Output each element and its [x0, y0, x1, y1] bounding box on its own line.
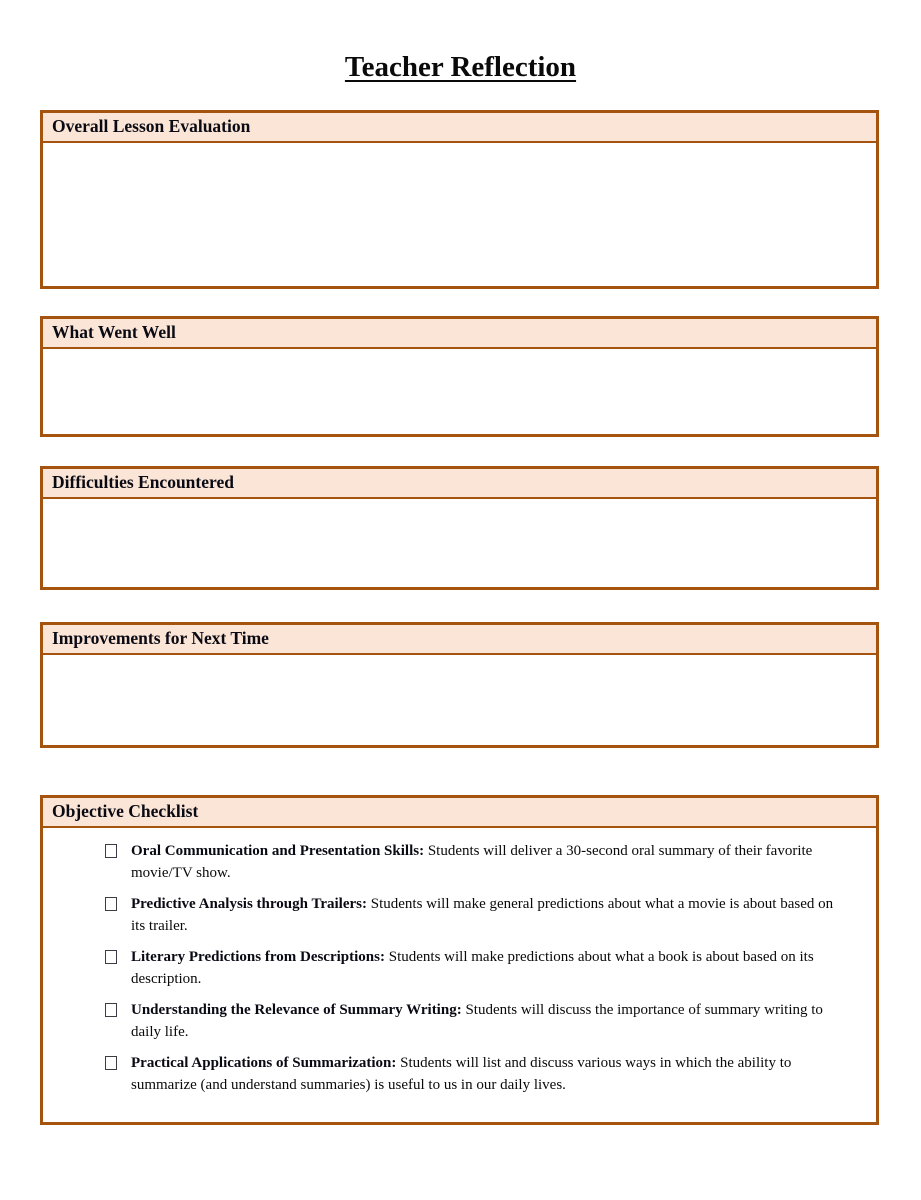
- section-header: What Went Well: [43, 319, 876, 349]
- what-went-well-writein-area[interactable]: [43, 349, 876, 434]
- section-overall-lesson-evaluation: [40, 110, 879, 289]
- checkbox-icon[interactable]: [105, 897, 117, 911]
- checklist-item-desc: Students will make general predictions about what a movie is about based on its trailer.: [131, 896, 834, 934]
- checklist-item-desc: Students will list and discuss various ways in which the ability to summarize (and understand summaries) is useful to us in our daily lives.: [131, 1055, 792, 1093]
- checkbox-icon[interactable]: [105, 950, 117, 964]
- difficulties-encountered-writein-area[interactable]: [43, 499, 876, 587]
- checkbox-icon[interactable]: [105, 844, 117, 858]
- section-header: Overall Lesson Evaluation: [43, 113, 876, 143]
- section-difficulties-encountered: [40, 466, 879, 590]
- checklist-item-desc: Students will deliver a 30-second oral summary of their favorite movie/TV show.: [131, 843, 813, 881]
- checkbox-icon[interactable]: [105, 1056, 117, 1070]
- checklist-item-text: [131, 946, 846, 990]
- checklist-item: [105, 946, 846, 990]
- section-improvements-for-next-time: [40, 622, 879, 748]
- section-header: Improvements for Next Time: [43, 625, 876, 655]
- checklist-item: [105, 999, 846, 1043]
- overall-lesson-evaluation-writein-area[interactable]: [43, 143, 876, 286]
- checklist-item-label: Predictive Analysis through Trailers:: [131, 896, 367, 912]
- objective-checklist-body: [43, 828, 876, 1122]
- section-objective-checklist: [40, 795, 879, 1125]
- improvements-writein-area[interactable]: [43, 655, 876, 745]
- checklist-item-text: [131, 840, 846, 884]
- checkbox-icon[interactable]: [105, 1003, 117, 1017]
- checklist-item-text: [131, 893, 846, 937]
- checklist-item: [105, 893, 846, 937]
- checklist-item-label: Practical Applications of Summarization:: [131, 1055, 397, 1071]
- checklist-item: [105, 840, 846, 884]
- checklist-item-desc: Students will discuss the importance of summary writing to daily life.: [131, 1002, 823, 1040]
- page-title: Teacher Reflection: [344, 51, 577, 83]
- section-header: Objective Checklist: [43, 798, 876, 828]
- checklist-item-label: Understanding the Relevance of Summary Writing:: [131, 1002, 462, 1018]
- checklist-item: [105, 1052, 846, 1096]
- checklist-item-text: [131, 1052, 846, 1096]
- section-what-went-well: [40, 316, 879, 437]
- checklist-item-desc: Students will make predictions about what a book is about based on its description.: [131, 949, 814, 987]
- checklist-item-text: [131, 999, 846, 1043]
- section-header: Difficulties Encountered: [43, 469, 876, 499]
- checklist-item-label: Literary Predictions from Descriptions:: [131, 949, 385, 965]
- checklist-item-label: Oral Communication and Presentation Skills:: [131, 843, 425, 859]
